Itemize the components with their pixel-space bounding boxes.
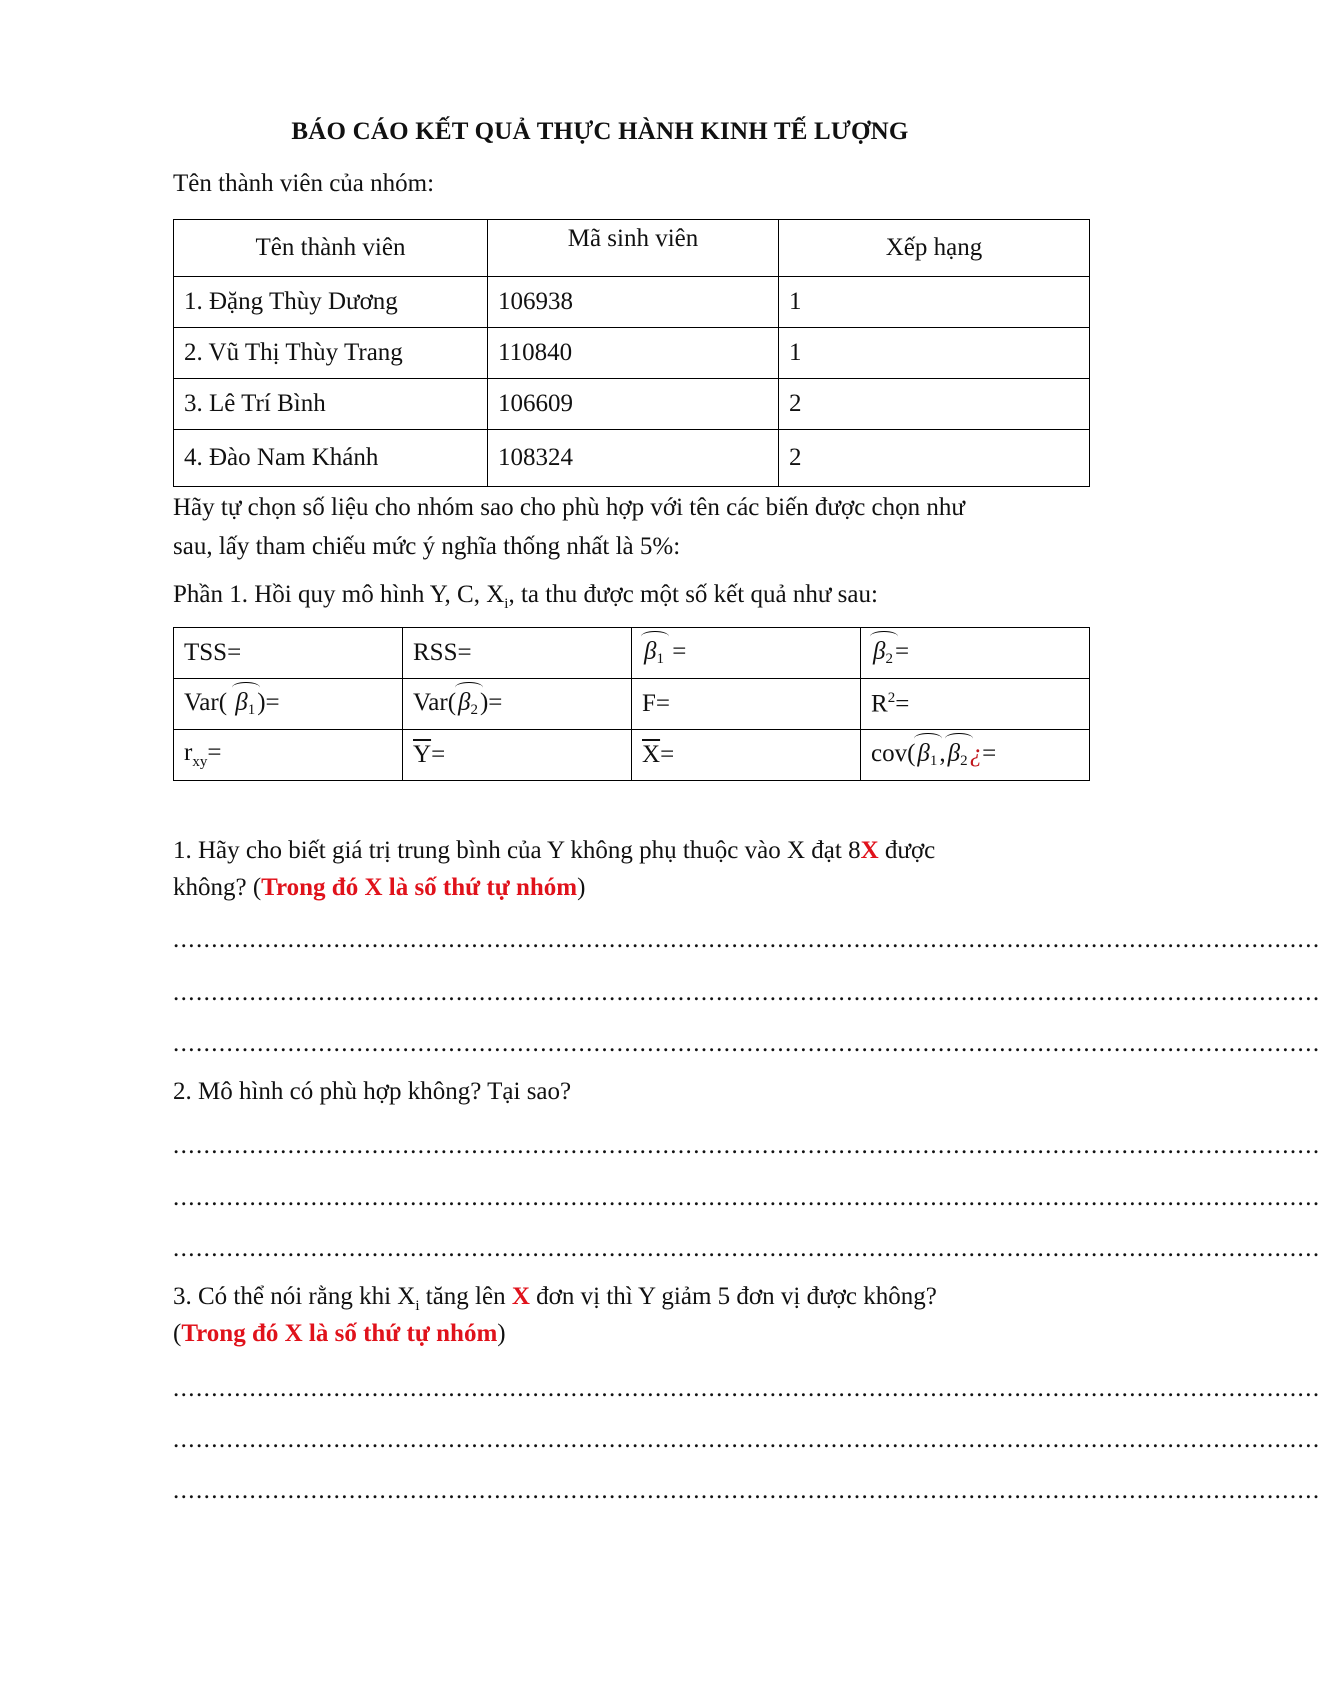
answer-line[interactable]: ...................................................................................................................................................... xyxy=(173,1426,1321,1453)
answer-line[interactable]: ...................................................................................................................................................... xyxy=(173,1132,1321,1159)
table-row xyxy=(174,277,1090,328)
answer-line[interactable]: ...................................................................................................................................................... xyxy=(173,1477,1321,1504)
beta-hat-symbol: β1 xyxy=(235,689,256,718)
answer-line[interactable]: ...................................................................................................................................................... xyxy=(173,1030,1321,1057)
table-row xyxy=(174,328,1090,379)
x-mean-cell: $\overline{X}=$ xyxy=(632,730,861,781)
r-squared-cell: $R^2=$ xyxy=(861,679,1090,730)
var-beta2-cell: Var(β2)= xyxy=(403,679,632,730)
table-row xyxy=(174,679,1090,730)
header-rank: Xếp hạng xyxy=(779,220,1090,277)
instruction-line-1: Hãy tự chọn số liệu cho nhóm sao cho phù hợp với tên các biến được chọn như xyxy=(173,494,965,521)
answer-line[interactable]: ...................................................................................................................................................... xyxy=(173,1375,1321,1402)
answer-line[interactable]: ...................................................................................................................................................... xyxy=(173,1235,1321,1262)
question-2-line: 2. Mô hình có phù hợp không? Tại sao? xyxy=(173,1078,572,1105)
header-member-name: Tên thành viên xyxy=(174,220,488,277)
tss-cell: TSS= xyxy=(174,628,403,679)
regression-results-table xyxy=(173,627,1090,781)
y-mean-cell: $\overline{Y}=$ xyxy=(403,730,632,781)
question-3-line-2: (Trong đó X là số thứ tự nhóm) xyxy=(173,1320,506,1347)
beta-hat-symbol: β2 xyxy=(873,638,893,667)
cov-cell: cov(β1,β2¿= xyxy=(861,730,1090,781)
table-row xyxy=(174,730,1090,781)
answer-line[interactable]: ...................................................................................................................................................... xyxy=(173,926,1321,953)
members-table xyxy=(173,219,1090,487)
member-rank: 1 xyxy=(779,328,1090,379)
answer-line[interactable]: ...................................................................................................................................................... xyxy=(173,979,1321,1006)
table-row xyxy=(174,379,1090,430)
member-name: 4. Đào Nam Khánh xyxy=(174,430,488,487)
table-row xyxy=(174,430,1090,487)
rxy-cell: $r_{xy}=$ xyxy=(174,730,403,781)
member-name: 3. Lê Trí Bình xyxy=(174,379,488,430)
student-id: 106938 xyxy=(488,277,779,328)
beta-hat-symbol: β1 xyxy=(644,638,664,667)
member-rank: 2 xyxy=(779,379,1090,430)
document-title: BÁO CÁO KẾT QUẢ THỰC HÀNH KINH TẾ LƯỢNG xyxy=(291,118,909,145)
beta-hat-symbol: β2 xyxy=(947,740,968,769)
question-3-line-1: 3. Có thể nói rằng khi $X_i$ tăng lên X đơn vị thì Y giảm 5 đơn vị được không? xyxy=(173,1283,937,1314)
header-student-id: Mã sinh viên xyxy=(488,220,779,277)
members-label: Tên thành viên của nhóm: xyxy=(173,170,435,197)
var-beta1-cell: Var( β1)= xyxy=(174,679,403,730)
instruction-line-2: sau, lấy tham chiếu mức ý nghĩa thống nhất là 5%: xyxy=(173,533,681,560)
member-name: 2. Vũ Thị Thùy Trang xyxy=(174,328,488,379)
student-id: 110840 xyxy=(488,328,779,379)
answer-line[interactable]: ...................................................................................................................................................... xyxy=(173,1184,1321,1211)
beta-hat-symbol: β2 xyxy=(458,689,478,718)
f-stat-cell: F= xyxy=(632,679,861,730)
member-name: 1. Đặng Thùy Dương xyxy=(174,277,488,328)
table-row xyxy=(174,628,1090,679)
question-1-line-1: 1. Hãy cho biết giá trị trung bình của Y không phụ thuộc vào X đạt 8X được xyxy=(173,837,936,864)
part1-heading: Phần 1. Hồi quy mô hình Y, C, $X_i$, ta thu được một số kết quả như sau: xyxy=(173,581,878,612)
student-id: 108324 xyxy=(488,430,779,487)
beta2-cell: β2= xyxy=(861,628,1090,679)
rss-cell: RSS= xyxy=(403,628,632,679)
beta1-cell: β1 = xyxy=(632,628,861,679)
member-rank: 2 xyxy=(779,430,1090,487)
beta-hat-symbol: β1 xyxy=(917,740,938,769)
student-id: 106609 xyxy=(488,379,779,430)
question-1-line-2: không? (Trong đó X là số thứ tự nhóm) xyxy=(173,874,586,901)
member-rank: 1 xyxy=(779,277,1090,328)
members-table-header xyxy=(174,220,1090,277)
